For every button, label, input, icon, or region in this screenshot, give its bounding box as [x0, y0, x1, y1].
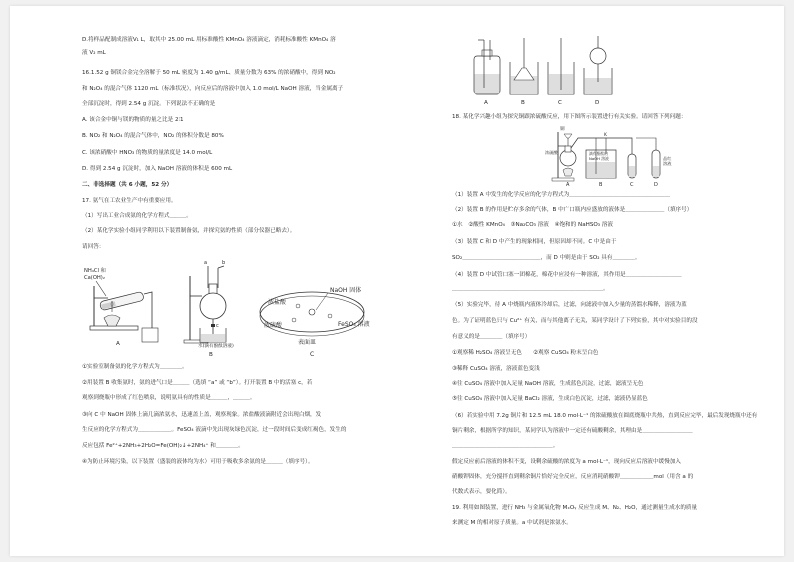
text-line: 硝酸钾固体，充分搅拌直到剩余铜片恰好完全反应，反应消耗硝酸钾＿＿＿＿＿＿mol（用含 a 的: [452, 474, 694, 480]
conc-h2so4-label: 浓硫酸: [264, 322, 283, 329]
text-line: ③稀释 CuSO₄ 溶液，溶液蓝色变浅: [452, 366, 540, 372]
text-line: 假定反应前后溶液的体积不变，设剩余硫酸的浓度为 a mol·L⁻¹，现向反应后溶液中缓慢加入: [452, 459, 681, 465]
text-line: ⑤往 CuSO₄ 溶液中加入足量 BaCl₂ 溶液，生成白色沉淀，过滤，滤液仍显蓝色: [452, 396, 648, 402]
text-line: ①实验室制备氨的化学方程式为＿＿＿＿。: [82, 364, 188, 370]
water-phenolphthalein-label: 水(滴有酚酞溶液): [198, 344, 234, 348]
text-line: （3）装置 C 和 D 中产生的现象相同，但原因却不同。C 中是由于: [452, 239, 617, 245]
text-line: ④往 CuSO₄ 溶液中加入足量 NaOH 溶液，生成蓝色沉淀，过滤，滤液呈无色: [452, 381, 644, 387]
caption-d: D: [595, 100, 600, 106]
text-line: （2）装置 B 的作用是贮存多余的气体，B 中广口瓶内应盛放的液体是＿＿＿＿＿＿＿（填序号）: [452, 207, 693, 213]
naoh-solution-label: NaOH 溶液: [589, 156, 609, 161]
caption-a: A: [484, 100, 488, 106]
figure-caption-a: A: [116, 341, 120, 346]
text-line: SO₂＿＿＿＿＿＿＿＿＿＿＿＿＿＿，而 D 中则是由于 SO₂ 具有＿＿＿＿。: [452, 255, 641, 261]
text-line: ①水 ②酸性 KMnO₄ ③Na₂CO₃ 溶液 ④饱和的 NaHSO₃ 溶液: [452, 222, 613, 228]
caption-c: C: [558, 100, 562, 106]
text-line: ＿＿＿＿＿＿＿＿＿＿＿＿＿＿＿＿＿＿＿＿＿＿＿＿＿＿＿。: [452, 286, 609, 292]
text-line: （5）实验完毕，待 A 中烧瓶内液体冷却后，过滤，向滤液中加入少量的蒸馏水稀释，溶液为蓝: [452, 302, 687, 308]
text-line: 请回答：: [82, 244, 105, 250]
text-line: 16.1.52 g 铜镁合金完全溶解于 50 mL 密度为 1.40 g/mL、质量分数为 63% 的浓硝酸中，得到 NO₂: [82, 70, 336, 76]
exam-page: [10, 6, 784, 556]
text-line: 铜片剩余，根据所学的知识，某同学认为溶液中一定还有硫酸剩余，其理由是＿＿＿＿＿＿＿＿＿: [452, 428, 693, 434]
caption-18b: B: [599, 182, 603, 186]
apparatus-a-figure: [82, 266, 160, 346]
section-heading: 二、非选择题（共 6 小题，52 分）: [82, 182, 173, 188]
option-a: A. 该合金中铜与镁的物质的量之比是 2∶1: [82, 117, 184, 123]
text-line: ④为防止环境污染，以下装置（盛装的液体均为水）可用于吸收多余氨的是＿＿＿（填序号）。: [82, 459, 314, 465]
text-line: ①观察稀 H₂SO₄ 溶液呈无色 ②观察 CuSO₄ 粉末呈白色: [452, 350, 599, 356]
caption-b: B: [521, 100, 525, 106]
text-line: （6）若实验中用 7.2g 铜片和 12.5 mL 18.0 mol·L⁻¹ 的浓硫酸放在圆底烧瓶中共热，直到反应完毕，最后发现烧瓶中还有: [452, 413, 758, 419]
caption-18a: A: [566, 182, 570, 186]
text-line: （2）某化学实验小组同学利用以下装置制备氨，并探究氨的性质（部分仪器已略去）。: [82, 228, 296, 234]
apparatus-c-figure: [250, 280, 400, 358]
text-line: ②用装置 B 收集氨时，氨的进气口是＿＿＿（选填 “a” 或 “b”）。打开装置 B 中的活塞 c，若: [82, 380, 313, 386]
text-line: D.将样品配制成溶液V₁ L，取其中 25.00 mL 用标准酸性 KMnO₄ 溶液滴定，消耗标准酸性 KMnO₄ 溶: [82, 37, 336, 43]
solution-label: 溶液: [663, 161, 672, 166]
text-line: 生反应的化学方程式为＿＿＿＿＿＿。FeSO₄ 液滴中先出现灰绿色沉淀，过一段时间后变成红褐色，发生的: [82, 427, 347, 433]
text-line: 观察到烧瓶中形成了红色喷泉，说明氨具有的性质是＿＿＿，＿＿＿。: [82, 395, 256, 401]
phenolphthalein-label: 滴有酚酞的: [589, 151, 608, 156]
text-line: 代数式表示，要化简）。: [452, 489, 511, 495]
valve-c-label: c: [216, 323, 219, 329]
k-valve-label: K: [604, 133, 607, 138]
feso4-label: FeSO₄ 溶液: [338, 321, 370, 328]
apparatus-b-figure: [178, 254, 248, 348]
option-d: D. 得到 2.54 g 沉淀时，加入 NaOH 溶液的体积是 600 mL: [82, 166, 233, 172]
absorption-devices-figure: [470, 32, 620, 108]
magenta-label: 品红: [663, 156, 672, 161]
text-line: （1）装置 A 中发生的化学反应的化学方程式为＿＿＿＿＿＿＿＿＿＿＿＿＿＿＿＿＿＿: [452, 192, 670, 198]
figure-caption-b: B: [209, 352, 213, 358]
text-line: 液 V₂ mL: [82, 50, 106, 56]
option-b: B. NO₂ 和 N₂O₄ 的混合气体中，NO₂ 的体积分数是 80%: [82, 133, 224, 139]
reagent-label-1: NH₄Cl 和: [84, 268, 106, 274]
text-line: ③向 C 中 NaOH 固体上滴几滴浓氨水，迅速盖上盖，观察现象。浓盐酸液滴附近会出现白烟，发: [82, 412, 322, 418]
caption-18c: C: [630, 182, 634, 186]
text-line: 和 N₂O₄ 的混合气体 1120 mL（标准状况），向反应后的溶液中加入 1.0 mol/L NaOH 溶液，当金属离子: [82, 86, 344, 92]
text-line: ＿＿＿＿＿＿＿＿＿＿＿＿＿＿＿＿＿＿。: [452, 443, 559, 449]
text-line: 色。为了证明蓝色只与 Cu²⁺ 有关，而与其他离子无关，某同学设计了下列实验，其中对实验目的没: [452, 318, 698, 324]
reagent-label-2: Ca(OH)₂: [84, 275, 105, 281]
naoh-solid-label: NaOH 固体: [330, 287, 362, 294]
text-line: 反应包括 Fe²⁺+2NH₃+2H₂O=Fe(OH)₂↓+2NH₄⁺ 和＿＿＿＿。: [82, 443, 244, 449]
figure-caption-c: C: [310, 351, 315, 358]
watch-glass-label: 表面皿: [298, 339, 317, 346]
text-line: 全部沉淀时，得到 2.54 g 沉淀。下列说法不正确的是: [82, 101, 216, 107]
question-19: 19. 利用如图装置，进行 NH₃ 与金属氧化物 MₓOᵧ 反应生成 M、N₂、H₂O，通过测量生成水的质量: [452, 505, 698, 511]
conc-acid-label: 浓硫酸: [545, 150, 558, 155]
port-b-label: b: [222, 260, 226, 266]
port-a-label: a: [204, 260, 208, 266]
text-line: （1）写出工业合成氨的化学方程式＿＿＿。: [82, 213, 192, 219]
copper-label: 铜: [560, 127, 565, 132]
conc-hcl-label: 浓盐酸: [268, 299, 287, 306]
text-line: 有意义的是＿＿＿＿（填序号）: [452, 334, 531, 340]
caption-18d: D: [654, 182, 658, 186]
option-c: C. 该浓硝酸中 HNO₃ 的物质的量浓度是 14.0 mol/L: [82, 150, 213, 156]
question-18: 18. 某化学兴趣小组为探究铜跟浓硫酸反应，用下图所示装置进行有关实验。请回答下列问题：: [452, 114, 687, 120]
copper-sulfuric-apparatus-figure: [544, 124, 680, 186]
question-17: 17. 氨气在工农业生产中有重要应用。: [82, 198, 177, 204]
text-line: 来测定 M 的相对原子质量。a 中试剂是浓氨水。: [452, 520, 572, 526]
text-line: （4）装置 D 中试管口塞一团棉花，棉花中应浸有一种溶液，其作用是＿＿＿＿＿＿＿＿＿＿: [452, 272, 682, 278]
